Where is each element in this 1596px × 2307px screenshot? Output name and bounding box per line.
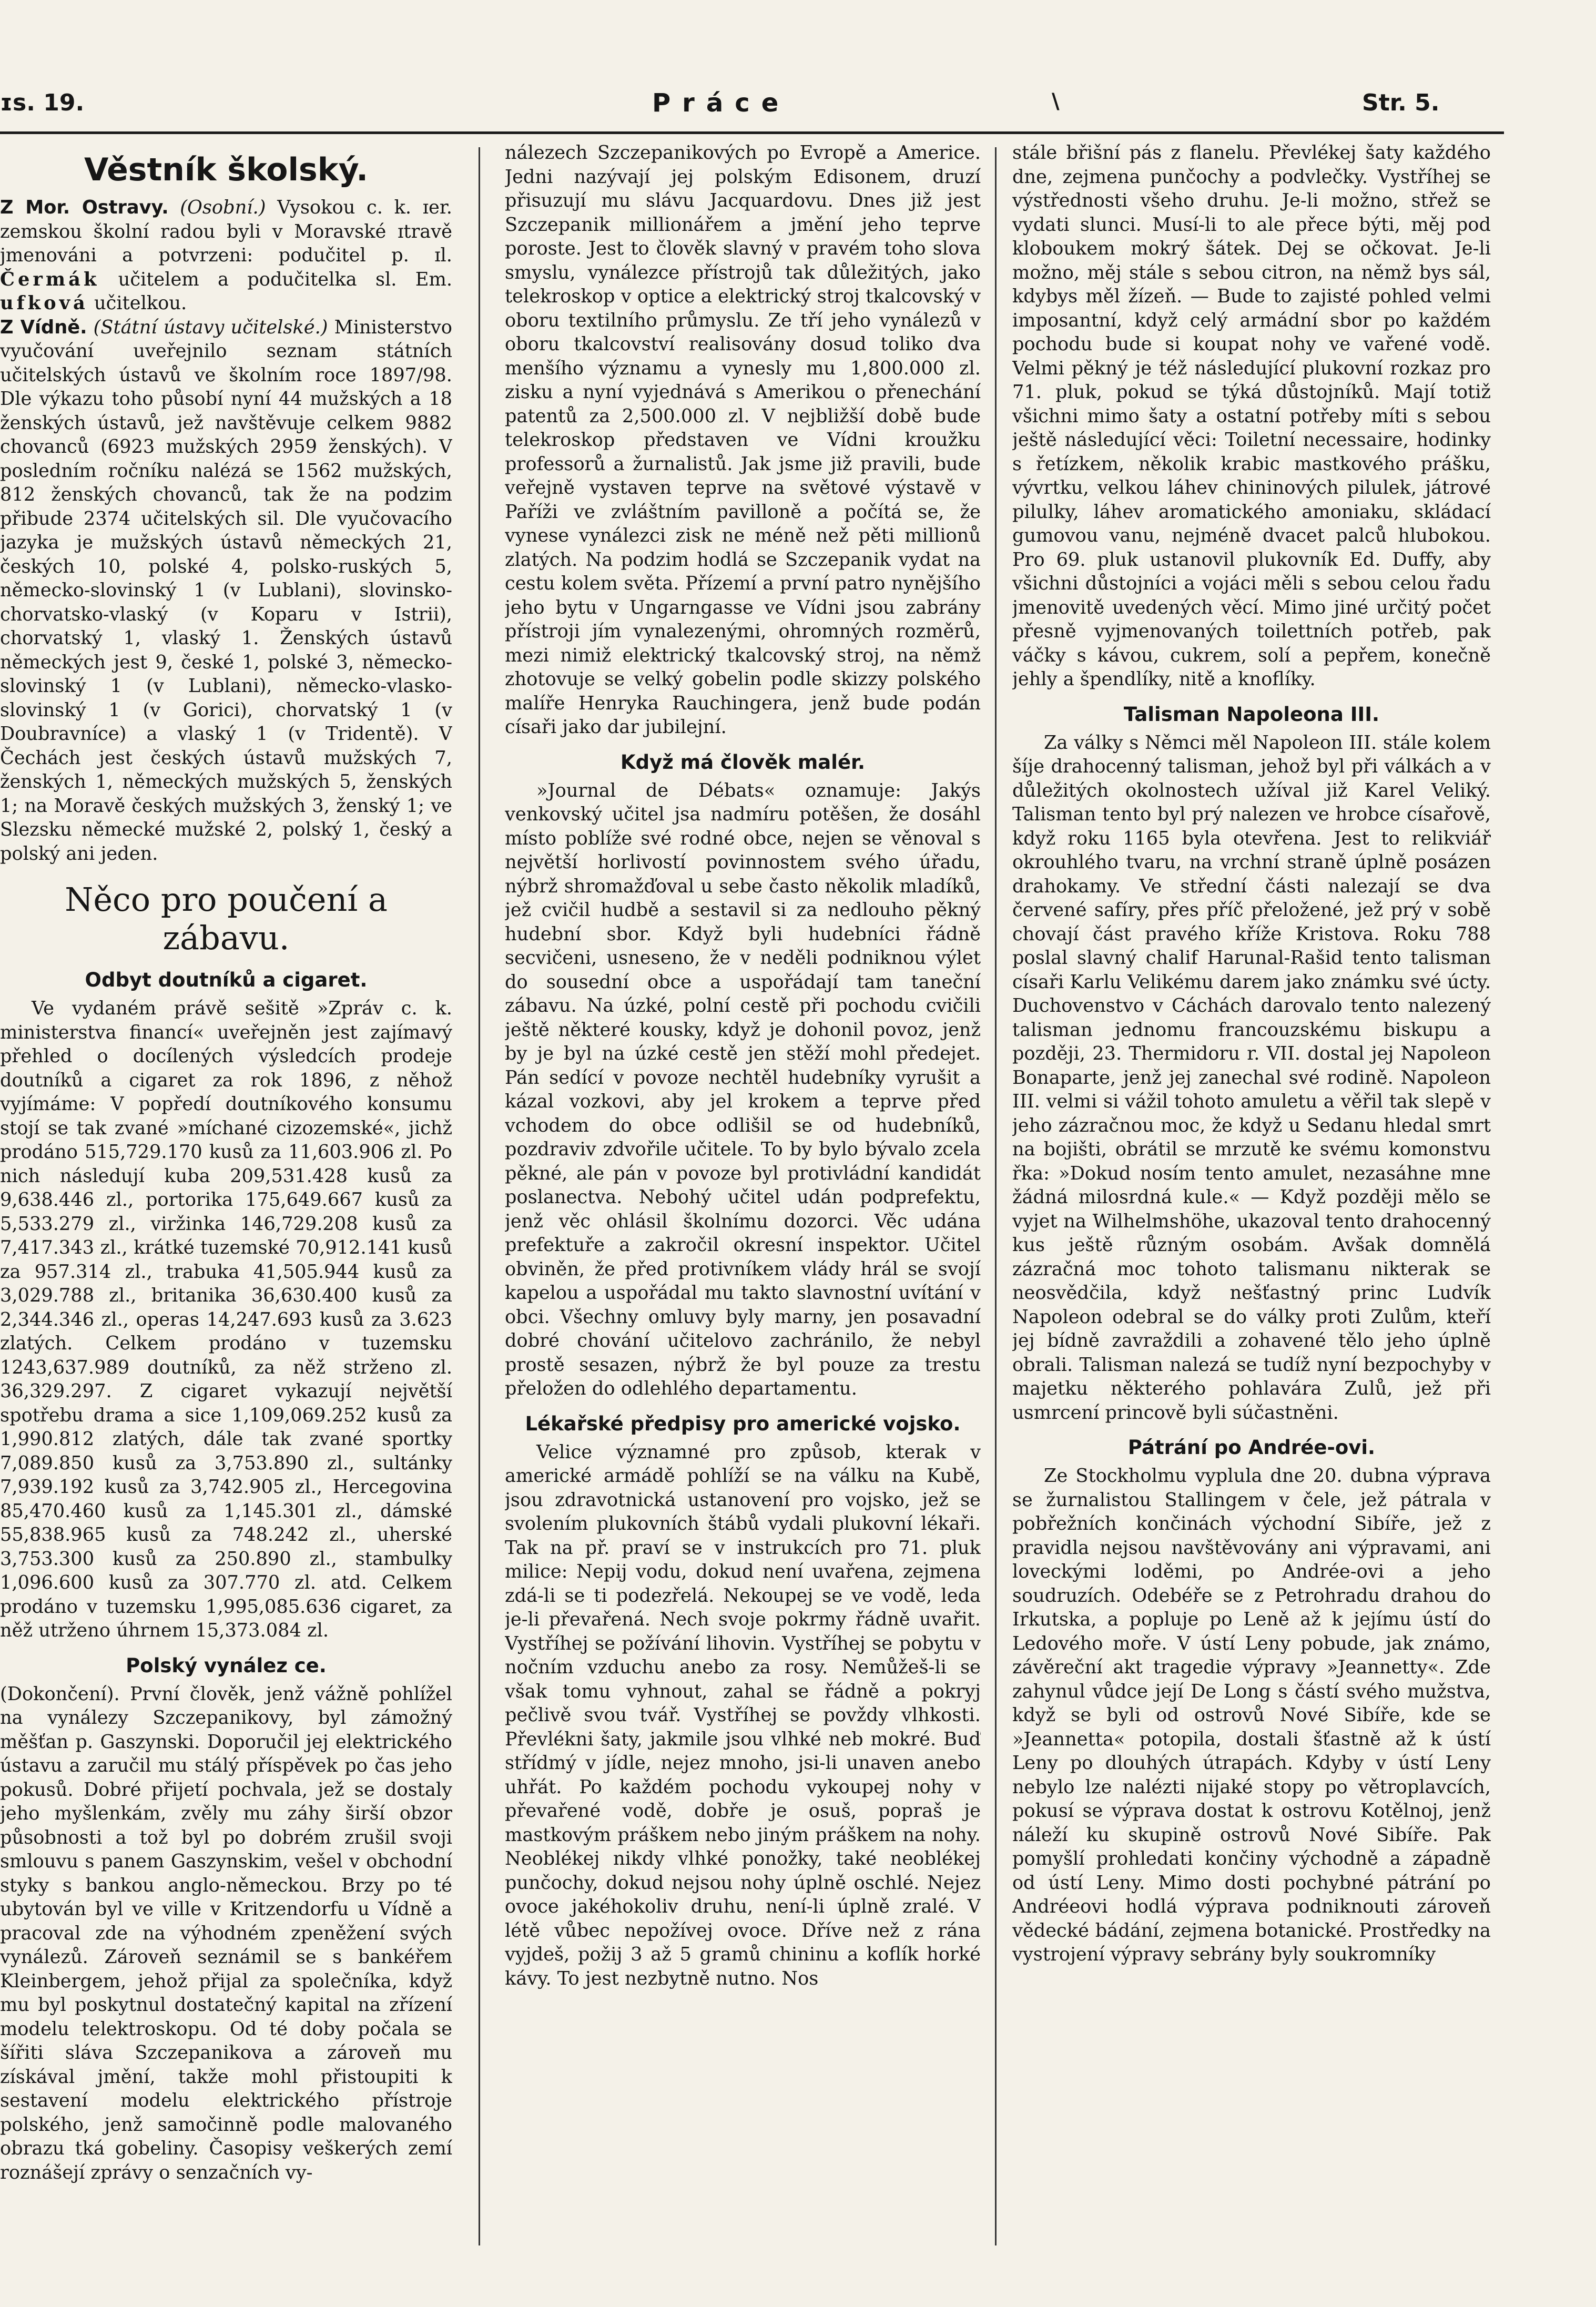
paragraph-viden — [0, 316, 452, 866]
paragraph-andree: Ze Stockholmu vyplula dne 20. dubna výprava se žurnalistou Stallingem v čele, jež pátrala v pobřežních končinách východní Sibíře, jež z pravidla nejsou navštěvovány ani výpravami, ani loveckými loděmi, po Andrée-ovi a jeho soudruzích. Odebéře se z Petrohradu drahou do Irkutska, a popluje po Leně až k jejímu ústí do Ledového moře. V ústí Leny pobude, jak známo, závěreční akt tragedie výpravy »Jeannetty«. Zde zahynul vůdce její De Long s částí svého mužstva, když se byli od ostrovů Nové Sibíře, kde se »Jeannetta« potopila, dostali šťastně až k ústí Leny po dlouhých útrapách. Kdyby v ústí Leny nebylo lze nalézti nijaké stopy po větroplavcích, pokusí se výprava dostat k ostrovu Kotělnoj, jenž náleží ku skupině ostrovů Nové Sibíře. Pak pomyšlí prohledati končiny východně a západně od ústí Leny. Mimo dosti pochybné pátrání po Andréeovi hodlá výprava podniknouti zároveň vědecké bádání, zejmena botanické. Prostředky na vystrojení výpravy sebrány byly soukromníky — [1012, 1465, 1491, 1965]
ostrava-text-1: Vysokou c. k. ɪer. zemskou školní radou byli v Moravské ɪtravě jmenováni a potvrzeni: podučitel p. ɪl. — [0, 197, 452, 266]
issue-number: ɪs. 19. — [0, 89, 85, 116]
paragraph-odbyt: Ve vydaném právě sešitě »Zpráv c. k. ministerstva financí« uveřejněn jest zajímavý přehled o docílených výsledcích prodeje doutníků a cigaret za rok 1896, z něhož vyjímáme: V popředí doutníkového konsumu stojí se tak zvané »míchané cizozemské«, jichž prodáno 515,729.170 kusů za 11,603.906 zl. Po nich následují kuba 209,531.428 kusů za 9,638.446 zl., portorika 175,649.667 kusů za 5,533.279 zl., viržinka 146,729.208 kusů za 7,417.343 zl., krátké tuzemské 70,912.141 kusů za 957.314 zl., trabuka 41,505.944 kusů za 3,029.788 zl., britanika 36,630.400 kusů za 2,344.346 zl., operas 14,247.693 kusů za 3.623 zlatých. Celkem prodáno v tuzemsku 1243,637.989 doutníků, za něž strženo zl. 36,329.297. Z cigaret vykazují největší spotřebu drama a sice 1,109,069.252 kusů za 1,990.812 zlatých, dále tak zvané sportky 7,089.850 kusů za 3,753.890 zl., sultánky 7,939.192 kusů za 3,742.905 zl., Hercegovina 85,470.460 kusů za 1,145.301 zl., dámské 55,838.965 kusů za 748.242 zl., uherské 3,753.300 kusů za 250.890 zl., stambulky 1,096.600 kusů za 307.770 zl. atd. Celkem prodáno v tuzemsku 1,995,085.636 cigaret, za něž utrženo úhrnem 15,373.084 zl. — [0, 998, 452, 1641]
section-title-pouceni: Něco pro poučení a zábavu. — [65, 880, 388, 957]
column-1 — [0, 141, 452, 2286]
sub-statni-ustavy: (Státní ústavy učitelské.) — [93, 316, 328, 338]
heading-polsky-vynalez: Polský vynález ce. — [126, 1654, 327, 1677]
heading-talisman: Talisman Napoleona III. — [1123, 703, 1380, 726]
name-ufkova: ufková — [0, 292, 88, 314]
column-divider-1 — [479, 147, 480, 2245]
stray-mark: \ — [1052, 89, 1060, 114]
heading-odbyt: Odbyt doutníků a cigaret. — [85, 969, 368, 991]
heading-andree: Pátrání po Andrée-ovi. — [1127, 1436, 1376, 1459]
paragraph-ostrava — [0, 196, 452, 316]
header-rule — [0, 131, 1504, 134]
ostrava-text-3: učitelkou. — [88, 292, 187, 314]
column-divider-2 — [995, 147, 997, 2245]
lead-viden: Z Vídně. — [0, 316, 87, 338]
page-number: Str. 5. — [1362, 89, 1440, 116]
running-head — [0, 79, 1596, 126]
lead-ostrava: Z Mor. Ostravy. — [0, 197, 169, 218]
column-2 — [505, 141, 981, 2286]
sub-osobni: (Osobní.) — [180, 197, 266, 218]
name-cermak: Čermák — [0, 268, 100, 290]
paragraph-maler: »Journal de Débats« oznamuje: Jakýs venkovský učitel jsa nadmíru potěšen, že dosáhl místo poblíže své rodné obce, nejen se věnoval s největší horlivostí povinnostem svého úřadu, nýbrž shromažďoval u sebe často několik mladíků, jež cvičil hudbě a sestavil si za nedlouho pěkný hudební sbor. Když byli hudebníci řádně secvičeni, usneseno, že v neděli podniknou výlet do sousední obce a uspořádají tam taneční zábavu. Na úzké, polní cestě při pochodu cvičili ještě některé kousky, když je dohonil povoz, jenž by je byl na úzké cestě jen stěží mohl předejet. Pán sedící v povoze nechtěl hudebníky vyrušit a kázal vozkovi, aby jel krokem a teprve před vchodem do obce odlišil se od hudebníků, pozdraviv zdvořile učitele. To by bylo bývalo zcela pěkné, ale pán v povoze byl protivládní kandidát poslanectva. Nebohý učitel udán podprefektu, jenž věc ohlásil školnímu dozorci. Věc udána prefektuře a zakročil okresní inspektor. Učitel obviněn, že před protivníkem vlády hrál se svojí kapelou a uspořádal mu takto slavnostní uvítání v obci. Všechny omluvy byly marny, jen posavadní dobré chování učitelovo zachránilo, že nebyl prostě sesazen, nýbrž že byl pouze za trestu přeložen do odlehlého departamentu. — [505, 779, 981, 1399]
paragraph-polsky-cont: nálezech Szczepanikových po Evropě a Americe. Jedni nazývají jej polským Edisonem, druzí přisuzují mu slávu Jacquardovu. Dnes již jest Szczepanik millionářem a jmění jeho teprve poroste. Jest to člověk slavný v pravém toho slova smyslu, vynálezce přístrojů tak důležitých, jako telekroskop v optice a elektrický stroj tkalcovský v oboru textilního průmyslu. Ze tří jeho vynálezů v oboru tkalcovství realisovány dosud toliko dva menšího významu a vynesly mu 1,800.000 zl. zisku a nyní vyjednává s Amerikou o přenechání patentů za 2,500.000 zl. V nejbližší době bude telekroskop představen ve Vídni kroužku professorů a žurnalistů. Jak jsme již pravili, bude veřejně vystaven teprve na světové výstavě v Paříži ve zvláštním pavilloně a počítá se, že vynese vynálezci zisk ne méně než pěti millionů zlatých. Na podzim hodlá se Szczepanik vydat na cestu kolem světa. Přízemí a první patro nynějšího jeho bytu v Ungarngasse ve Vídni jsou zabrány přístroji jím vynalezenými, ohromných rozměrů, mezi nimiž elektrický tkalcovský stroj, na němž zhotovuje se velký gobelin podle skizzy polského malíře Henryka Rauchingera, jenž bude podán císaři jako dar jubilejní. — [505, 142, 981, 738]
paragraph-lekarske-cont: stále břišní pás z flanelu. Převlékej šaty každého dne, zejmena punčochy a podvlečky. Vystříhej se výstřednosti všeho druhu. Je-li možno, střež se vydati slunci. Musí-li to ale přece býti, měj pod kloboukem mokrý šátek. Dej se očkovat. Je-li možno, měj stále s sebou citron, na němž bys sál, kdybys měl žízeň. — Bude to zajisté pohled velmi imposantní, když celý armádní sbor po každém pochodu bude si koupat nohy ve vařené vodě. Velmi pěkný je též následující plukovní rozkaz pro 71. pluk, pokud se týká důstojníků. Mají totiž všichni mimo šaty a ostatní potřeby míti s sebou ještě následující věci: Toiletní necessaire, hodinky s řetízkem, několik krabic mastkového prášku, vývrtku, velkou láhev chininových pilulek, játrové pilulky, láhev aromatického amoniaku, skládací gumovou vanu, nejméně dvacet palců hlubokou. Pro 69. pluk ustanovil plukovník Ed. Duffy, aby všichni důstojníci a vojáci měli s sebou celou řadu jmenovitě uvedených věcí. Mimo jiné určitý počet přesně vyjmenovaných toilettních potřeb, pak váčky s kávou, cukrem, solí a pepřem, konečně jehly a špendlíky, nitě a knoflíky. — [1012, 142, 1491, 690]
viden-text: Ministerstvo vyučování uveřejnilo seznam státních učitelských ústavů ve školním roce 1897/98. Dle výkazu toho působí nyní 44 mužských a 18 ženských ústavů, jež navštěvuje celkem 9882 chovanců (6923 mužských 2959 ženských). V posledním ročníku nalézá se 1562 mužských, 812 ženských chovanců, tak že na podzim přibude 2374 učitelských sil. Dle vyučovacího jazyka je mužských ústavů německých 21, českých 10, polské 4, polsko-ruských 5, německo-slovinský 1 (v Lublani), slovinsko-chorvatsko-vlaský (v Koparu v Istrii), chorvatský 1, vlaský 1. Ženských ústavů německých jest 9, české 1, polské 3, německo-slovinský 1 (v Lublani), německo-vlasko-slovinský 1 (v Gorici), chorvatský 1 (v Doubravníce) a vlaský 1 (v Tridentě). V Čechách jest českých ústavů mužských 7, ženských 1, německých mužských 5, ženských 1; na Moravě českých mužských 3, ženský 1; ve Slezsku německé mužské 2, polský 1, český a polský ani jeden. — [0, 316, 452, 865]
masthead-title: Práce — [652, 88, 790, 118]
ostrava-text-2: učitelem a podučitelka sl. Em. — [99, 268, 452, 290]
paragraph-polsky: (Dokončení). První člověk, jenž vážně pohlížel na vynálezy Szczepanikovy, byl zámožný měšťan p. Gaszynski. Doporučil jej elektrického ústavu a zaručil mu stálý příspěvek po čas jeho pokusů. Dobré přijetí pochvala, jež se dostaly jeho myšlenkám, zvěly mu záhy širší obzor působnosti a tož byl po dobrém zrušil svoji smlouvu s panem Gaszynskim, vešel v obchodní styky s bankou anglo-německou. Brzy po té ubytován byl ve ville v Kritzendorfu u Vídně a pracoval zde na výhodném zpeněžení svých vynálezů. Zároveň seznámil se s bankéřem Kleinbergem, jehož přijal za společníka, když mu byl poskytnul dostatečný kapital na zřízení modelu telektroskopu. Od té doby počala se šířiti sláva Szczepanikova a zároveň mu získával jmění, takže mohl přistoupiti k sestavení modelu elektrického přístroje polského, jenž samočinně podle malovaného obrazu tká gobeliny. Časopisy veškerých zemí roznášejí zprávy o senzačních vy- — [0, 1683, 452, 2183]
section-title-skolsky: Věstník školský. — [84, 151, 369, 188]
heading-maler: Když má člověk malér. — [620, 750, 866, 774]
column-3 — [1012, 141, 1491, 2286]
paragraph-talisman: Za války s Němci měl Napoleon III. stále kolem šíje drahocenný talisman, jehož byl při válkách a v důležitých okolnostech užíval již Karel Veliký. Talisman tento byl prý nalezen ve hrobce císařově, když roku 1165 byla otevřena. Jest to relikviář okrouhlého tvaru, na vrchní straně úplně posázen drahokamy. Ve střední části nalezají se dva červené safíry, přes příč přeložené, jež prý v sobě chovají část pravého kříže Kristova. Roku 788 poslal slavný chalif Harunal-Rašid tento talisman císaři Karlu Velikému darem jako známku své úcty. Duchovenstvo v Cáchách darovalo tento nalezený talisman jednomu francouzskému biskupu a později, 23. Thermidoru r. VII. dostal jej Napoleon Bonaparte, jenž jej zanechal své rodině. Napoleon III. velmi si vážil tohoto amuletu a věřil tak slepě v jeho zázračnou moc, že když u Sedanu hledal smrt na bojišti, obrátil se mrzutě ke svému komonstvu řka: »Dokud nosím tento amulet, nezasáhne mne žádná milosrdná kule.« — Když později mělo se vyjet na Wilhelmshöhe, ukazoval tento drahocenný kus ještě různým osobám. Avšak domnělá zázračná moc tohoto talismanu nikterak se neosvědčila, když nešťastný princ Ludvík Napoleon odebral se do války proti Zulům, kteří jej bídně zavraždili a zohavené tělo jeho úplně obrali. Talisman nalezá se tudíž nyní bezpochyby v majetku některého pohlavára Zulů, jež při usmrcení princově byli súčastněni. — [1012, 731, 1491, 1424]
paragraph-lekarske: Velice významné pro způsob, kterak v americké armádě pohlíží se na válku na Kubě, jsou zdravotnická ustanovení pro vojsko, jež se svolením plukovních štábů vydali plukovní lékaři. Tak na př. praví se v instrukcích pro 71. pluk milice: Nepij vodu, dokud není uvařena, zejmena zdá-li se ti podezřelá. Nekoupej se ve vodě, leda je-li převařená. Nech svoje pokrmy řádně uvařit. Vystříhej se požívání lihovin. Vystříhej se pobytu v nočním vzduchu anebo za rosy. Nemůžeš-li se však tomu vyhnout, zahal se řádně a pokryj pečlivě svou tvář. Vystříhej se povždy vlhkosti. Převlékni šaty, jakmile jsou vlhké neb mokré. Buď střídmý v jídle, nejez mnoho, jsi-li unaven anebo uhřát. Po každém pochodu vykoupej nohy v převařené vodě, dobře je osuš, popraš je mastkovým práškem nebo jiným práškem na nohy. Neoblékej nikdy vlhké ponožky, také neoblékej punčochy, dokud nejsou nohy úplně oschlé. Nejez ovoce jakéhokoliv druhu, není-li úplně zralé. V létě vůbec nepožívej ovoce. Dříve než z rána vyjdeš, požij 3 až 5 gramů chininu a koflík horké kávy. To jest nezbytně nutno. Nos — [505, 1441, 981, 1989]
heading-lekarske: Lékařské předpisy pro americké vojsko. — [525, 1412, 961, 1435]
